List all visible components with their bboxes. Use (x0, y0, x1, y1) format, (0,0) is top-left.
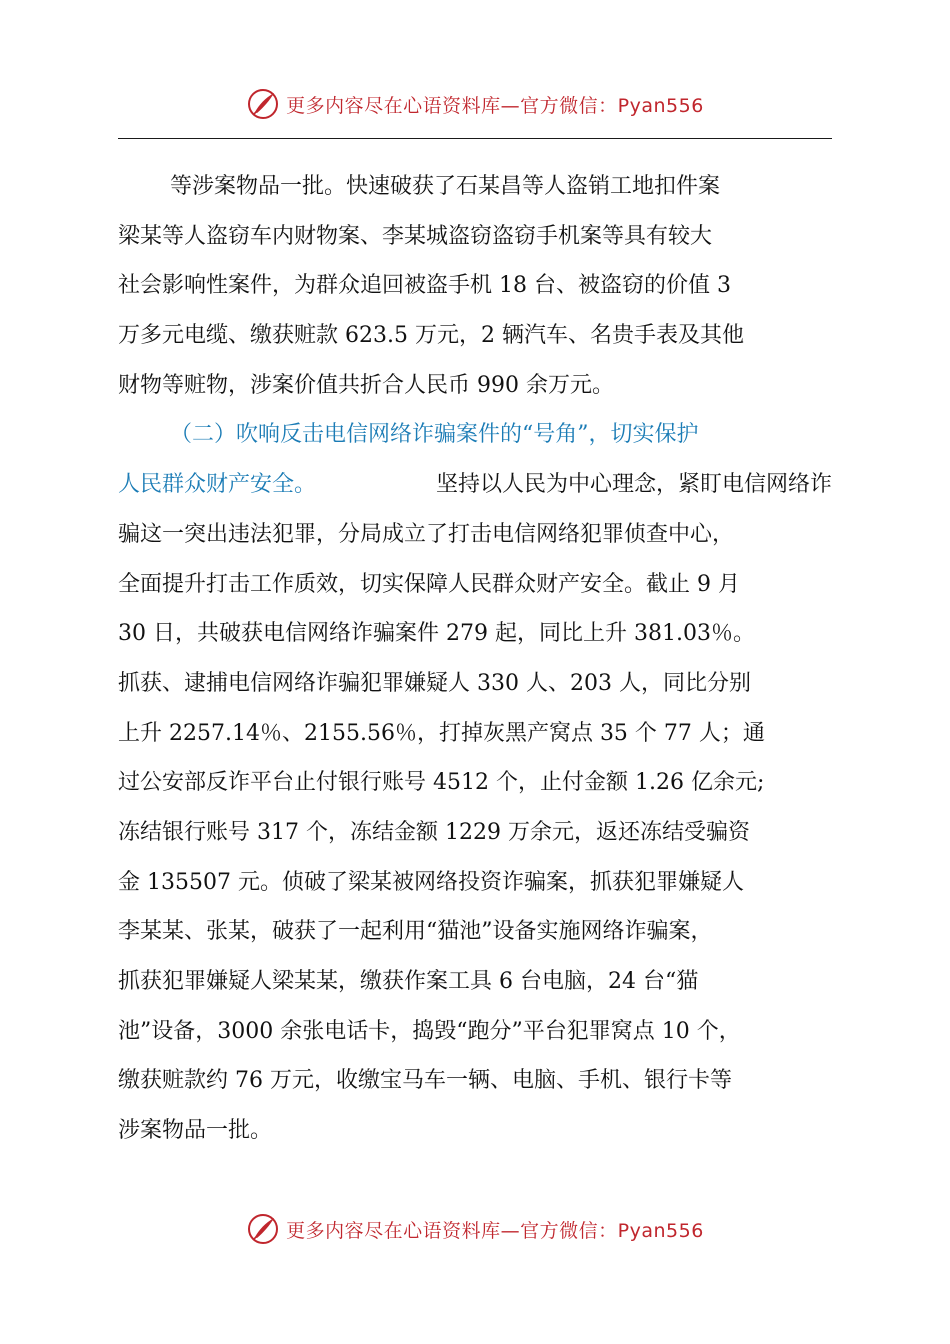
text-line: 全面提升打击工作质效，切实保障人民群众财产安全。截止 9 月 (118, 571, 740, 597)
text-line: 李某某、张某，破获了一起利用“猫池”设备实施网络诈骗案， (118, 919, 713, 945)
text-span: 坚持以人民为中心理念，紧盯电信网络诈 (435, 472, 832, 498)
text-line: 万多元电缆、缴获赃款 623.5 万元，2 辆汽车、名贵手表及其他 (118, 323, 744, 349)
text-line: 抓获、逮捕电信网络诈骗犯罪嫌疑人 330 人、203 人，同比分别 (118, 670, 751, 696)
text-line-mixed (118, 460, 832, 510)
text-line: 上升 2257.14％、2155.56％，打掉灰黑产窝点 35 个 77 人；通 (118, 720, 765, 746)
header-banner (0, 84, 950, 124)
quill-logo-icon (246, 1212, 280, 1246)
section-heading-continued: 人民群众财产安全。 (118, 472, 317, 498)
footer-banner-text: 更多内容尽在心语资料库—官方微信：Pyan556 (286, 1219, 704, 1242)
document-body (118, 162, 832, 1156)
text-line: 等涉案物品一批。快速破获了石某昌等人盗销工地扣件案 (170, 174, 721, 199)
header-divider (118, 138, 832, 139)
text-line: 梁某等人盗窃车内财物案、李某城盗窃盗窃手机案等具有较大 (118, 223, 713, 249)
text-line: 过公安部反诈平台止付银行账号 4512 个，止付金额 1.26 亿余元; (118, 770, 765, 796)
section-heading: （二）吹响反击电信网络诈骗案件的“号角”，切实保护 (170, 422, 699, 448)
header-banner-text: 更多内容尽在心语资料库—官方微信：Pyan556 (286, 94, 704, 117)
text-line: 金 135507 元。侦破了梁某被网络投资诈骗案，抓获犯罪嫌疑人 (118, 869, 744, 895)
text-line: 冻结银行账号 317 个，冻结金额 1229 万余元，返还冻结受骗资 (118, 819, 750, 845)
text-line: 涉案物品一批。 (118, 1118, 273, 1144)
text-line: 缴获赃款约 76 万元，收缴宝马车一辆、电脑、手机、银行卡等 (118, 1068, 732, 1094)
quill-logo-icon (246, 87, 280, 121)
text-line: 池”设备，3000 余张电话卡，捣毁“跑分”平台犯罪窝点 10 个， (118, 1018, 741, 1044)
text-line: 财物等赃物，涉案价值共折合人民币 990 余万元。 (118, 372, 614, 398)
footer-banner (0, 1209, 950, 1249)
text-line: 抓获犯罪嫌疑人梁某某，缴获作案工具 6 台电脑，24 台“猫 (118, 969, 699, 994)
text-line: 社会影响性案件，为群众追回被盗手机 18 台、被盗窃的价值 3 (118, 273, 731, 299)
text-line: 30 日，共破获电信网络诈骗案件 279 起，同比上升 381.03％。 (118, 621, 755, 647)
text-line: 骗这一突出违法犯罪，分局成立了打击电信网络犯罪侦查中心， (118, 521, 735, 547)
